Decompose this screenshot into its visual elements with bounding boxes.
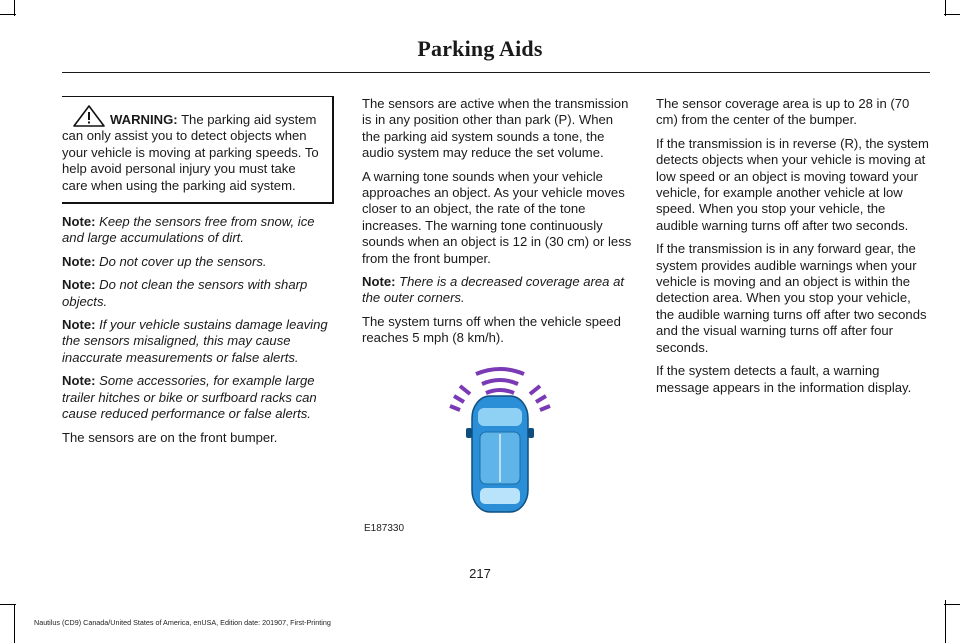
paragraph: The sensors are active when the transmission is in any position other than park (P). When the parking aid system sounds a tone, the audio system may reduce the set volume.	[362, 96, 629, 161]
column-1	[62, 96, 334, 453]
page-title: Parking Aids	[417, 36, 543, 61]
crop-mark	[14, 604, 15, 643]
paragraph: If the transmission is in reverse (R), the system detects objects when your vehicle is moving at low speed or an object is moving toward your vehicle, for example another vehicle at low speed. When you stop your vehicle, the audible warning turns off after two seconds.	[656, 135, 929, 233]
note-text: Some accessories, for example large trailer hitches or bike or surfboard racks can cause reduced performance or false alerts.	[62, 373, 317, 422]
warning-text: The parking aid system can only assist you to detect objects when your vehicle is moving at parking speeds. To help avoid personal injury you must take care when using the parking aid system.	[62, 112, 319, 193]
note-text: If your vehicle sustains damage leaving the sensors misaligned, this may cause inaccurate measurements or false alerts.	[62, 317, 328, 365]
paragraph: The sensor coverage area is up to 28 in (70 cm) from the center of the bumper.	[656, 96, 910, 128]
warning-box	[62, 96, 334, 204]
note-text: Keep the sensors free from snow, ice and large accumulations of dirt.	[62, 214, 315, 246]
crop-mark	[945, 0, 946, 16]
crop-mark	[14, 0, 15, 16]
note	[362, 274, 634, 307]
paragraph: A warning tone sounds when your vehicle approaches an object. As your vehicle moves closer to an object, the rate of the tone increases. The warning tone continuously sounds when an object is 12 in (30 cm) or less from the front bumper.	[362, 168, 632, 266]
note	[62, 214, 334, 247]
note-label: Note:	[362, 274, 396, 290]
note	[62, 317, 334, 366]
note-text: There is a decreased coverage area at the outer corners.	[362, 274, 625, 306]
paragraph: If the transmission is in any forward gear, the system provides audible warnings when your vehicle is moving and an object is within the detection area. When you stop your vehicle, the audible warning turns off after two seconds and the visual warning turns off after four seconds.	[656, 241, 927, 355]
crop-mark	[944, 14, 960, 15]
figure-id: E187330	[364, 523, 405, 534]
crop-mark	[945, 600, 946, 614]
column-2	[362, 96, 634, 354]
note	[62, 254, 334, 270]
note-label: Note:	[62, 317, 96, 333]
warning-label: WARNING:	[110, 112, 178, 127]
footer-edition-info: Nautilus (CD9) Canada/United States of America, enUSA, Edition date: 201907, First-Printing	[34, 618, 331, 627]
page-number: 217	[469, 566, 491, 581]
note-label: Note:	[62, 277, 96, 293]
crop-mark	[944, 604, 960, 605]
parking-sensor-illustration	[400, 356, 600, 536]
note-text: Do not clean the sensors with sharp objects.	[62, 277, 308, 309]
note-label: Note:	[62, 214, 96, 230]
column-3	[656, 96, 930, 403]
sensor-location-text: The sensors are on the front bumper.	[62, 429, 278, 445]
note	[62, 373, 334, 422]
paragraph: If the system detects a fault, a warning message appears in the information display.	[656, 363, 912, 395]
note-text: Do not cover up the sensors.	[99, 253, 267, 269]
warning-triangle-icon	[72, 105, 106, 127]
note-label: Note:	[62, 253, 96, 269]
note-label: Note:	[62, 373, 96, 389]
note	[62, 277, 334, 310]
car-top-view-icon	[466, 396, 534, 512]
paragraph: The system turns off when the vehicle speed reaches 5 mph (8 km/h).	[362, 313, 621, 346]
title-rule	[62, 72, 930, 73]
